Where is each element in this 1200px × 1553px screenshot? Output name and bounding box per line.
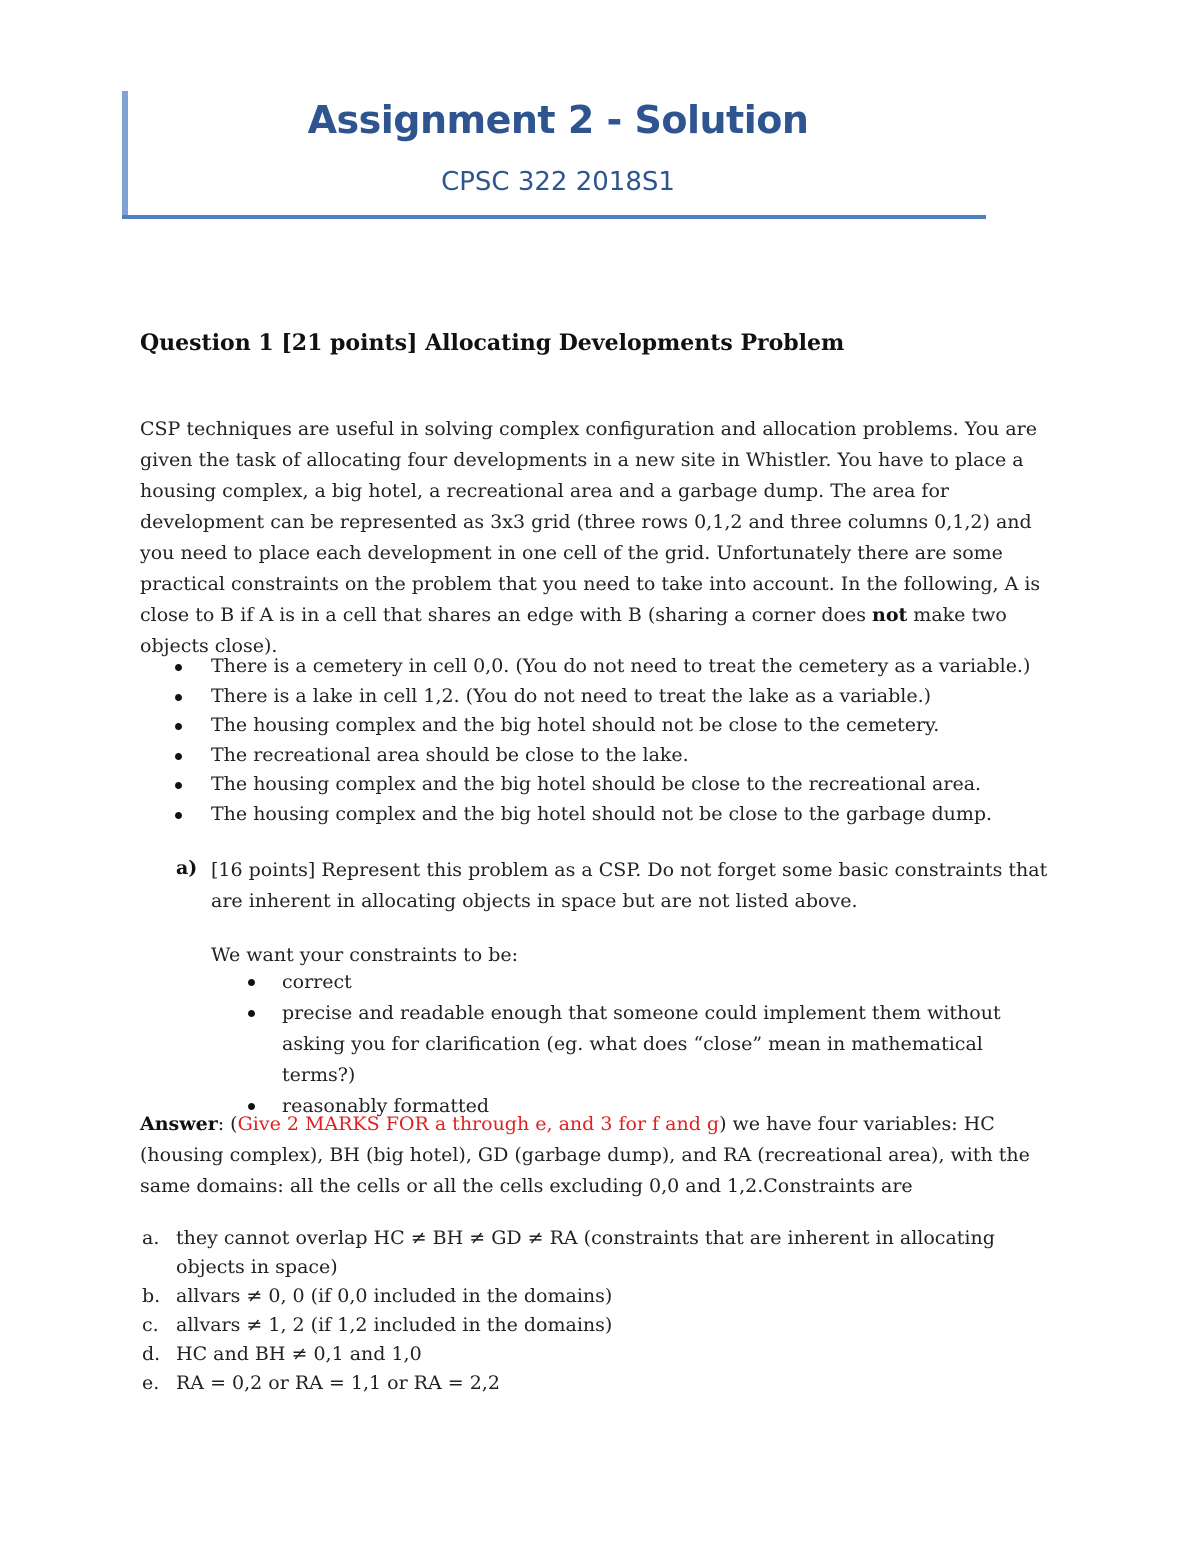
- title-underline: [122, 215, 986, 219]
- list-item: reasonably formatted: [211, 1091, 1061, 1122]
- list-item: e. RA = 0,2 or RA = 1,1 or RA = 2,2: [142, 1372, 500, 1394]
- list-item: The housing complex and the big hotel should be close to the recreational area.: [140, 770, 1060, 800]
- question-heading: Question 1 [21 points] Allocating Developments Problem: [140, 330, 845, 356]
- part-a-label: a): [176, 857, 198, 879]
- constraint-list: [140, 652, 1060, 829]
- list-item: a. they cannot overlap HC ≠ BH ≠ GD ≠ RA (constraints that are inherent in allocating objects in space): [142, 1227, 995, 1278]
- marks-note: Give 2 MARKS FOR a through e, and 3 for f and g: [237, 1113, 720, 1135]
- bullet-icon: [175, 694, 182, 701]
- list-item: The housing complex and the big hotel should not be close to the garbage dump.: [140, 800, 1060, 830]
- bullet-icon: [175, 664, 182, 671]
- bullet-icon: [175, 812, 182, 819]
- list-item: There is a cemetery in cell 0,0. (You do not need to treat the cemetery as a variable.): [140, 652, 1060, 682]
- list-item: There is a lake in cell 1,2. (You do not need to treat the lake as a variable.): [140, 682, 1060, 712]
- answer-paragraph: Answer: (Give 2 MARKS FOR a through e, and 3 for f and g) we have four variables: HC (housing complex), BH (big hotel), GD (garbage dump), and RA (recreational area), with the same domains: all the cells or all the cells excluding 0,0 and 1,2.Constraints are: [140, 1113, 1030, 1197]
- list-item: b. allvars ≠ 0, 0 (if 0,0 included in the domains): [142, 1285, 613, 1307]
- list-item: The recreational area should be close to the lake.: [140, 741, 1060, 771]
- list-item: d. HC and BH ≠ 0,1 and 1,0: [142, 1343, 422, 1365]
- list-item: correct: [211, 967, 1061, 998]
- intro-text: CSP techniques are useful in solving complex configuration and allocation problems. You are given the task of allocating four developments in a new site in Whistler. You have to place a housing complex, a big hotel, a recreational area and a garbage dump. The area for development can be represented as 3x3 grid (three rows 0,1,2 and three columns 0,1,2) and you need to place each development in one cell of the grid. Unfortunately there are some practical constraints on the problem that you need to take into account. In the following, A is close to B if A is in a cell that shares an edge with B (sharing a corner does: [140, 418, 1041, 626]
- document-subtitle: CPSC 322 2018S1: [441, 167, 675, 197]
- answer-constraint-list: [140, 1224, 1060, 1398]
- criteria-intro: We want your constraints to be:: [211, 944, 519, 966]
- bullet-icon: [248, 979, 255, 986]
- bullet-icon: [175, 753, 182, 760]
- bullet-icon: [175, 782, 182, 789]
- answer-label: Answer: [140, 1113, 218, 1135]
- list-item: The housing complex and the big hotel should not be close to the cemetery.: [140, 711, 1060, 741]
- question-intro: [140, 414, 1060, 662]
- intro-text-end: make two objects close).: [140, 604, 1007, 657]
- list-item: c. allvars ≠ 1, 2 (if 1,2 included in the domains): [142, 1314, 613, 1336]
- list-item: precise and readable enough that someone could implement them without asking you for clarification (eg. what does “close” mean in mathematical terms?): [211, 998, 1061, 1091]
- criteria-list: [211, 967, 1061, 1122]
- intro-bold: not: [872, 604, 908, 626]
- bullet-icon: [248, 1010, 255, 1017]
- part-a-text: [16 points] Represent this problem as a CSP. Do not forget some basic constraints that are inherent in allocating objects in space but are not listed above.: [211, 859, 1048, 912]
- answer-text: ) we have four variables: HC (housing complex), BH (big hotel), GD (garbage dump), and RA (recreational area), with the same domains: all the cells or all the cells excluding 0,0 and 1,2.Constraints are: [140, 1113, 1030, 1197]
- document-title: Assignment 2 - Solution: [307, 98, 809, 142]
- bullet-icon: [175, 723, 182, 730]
